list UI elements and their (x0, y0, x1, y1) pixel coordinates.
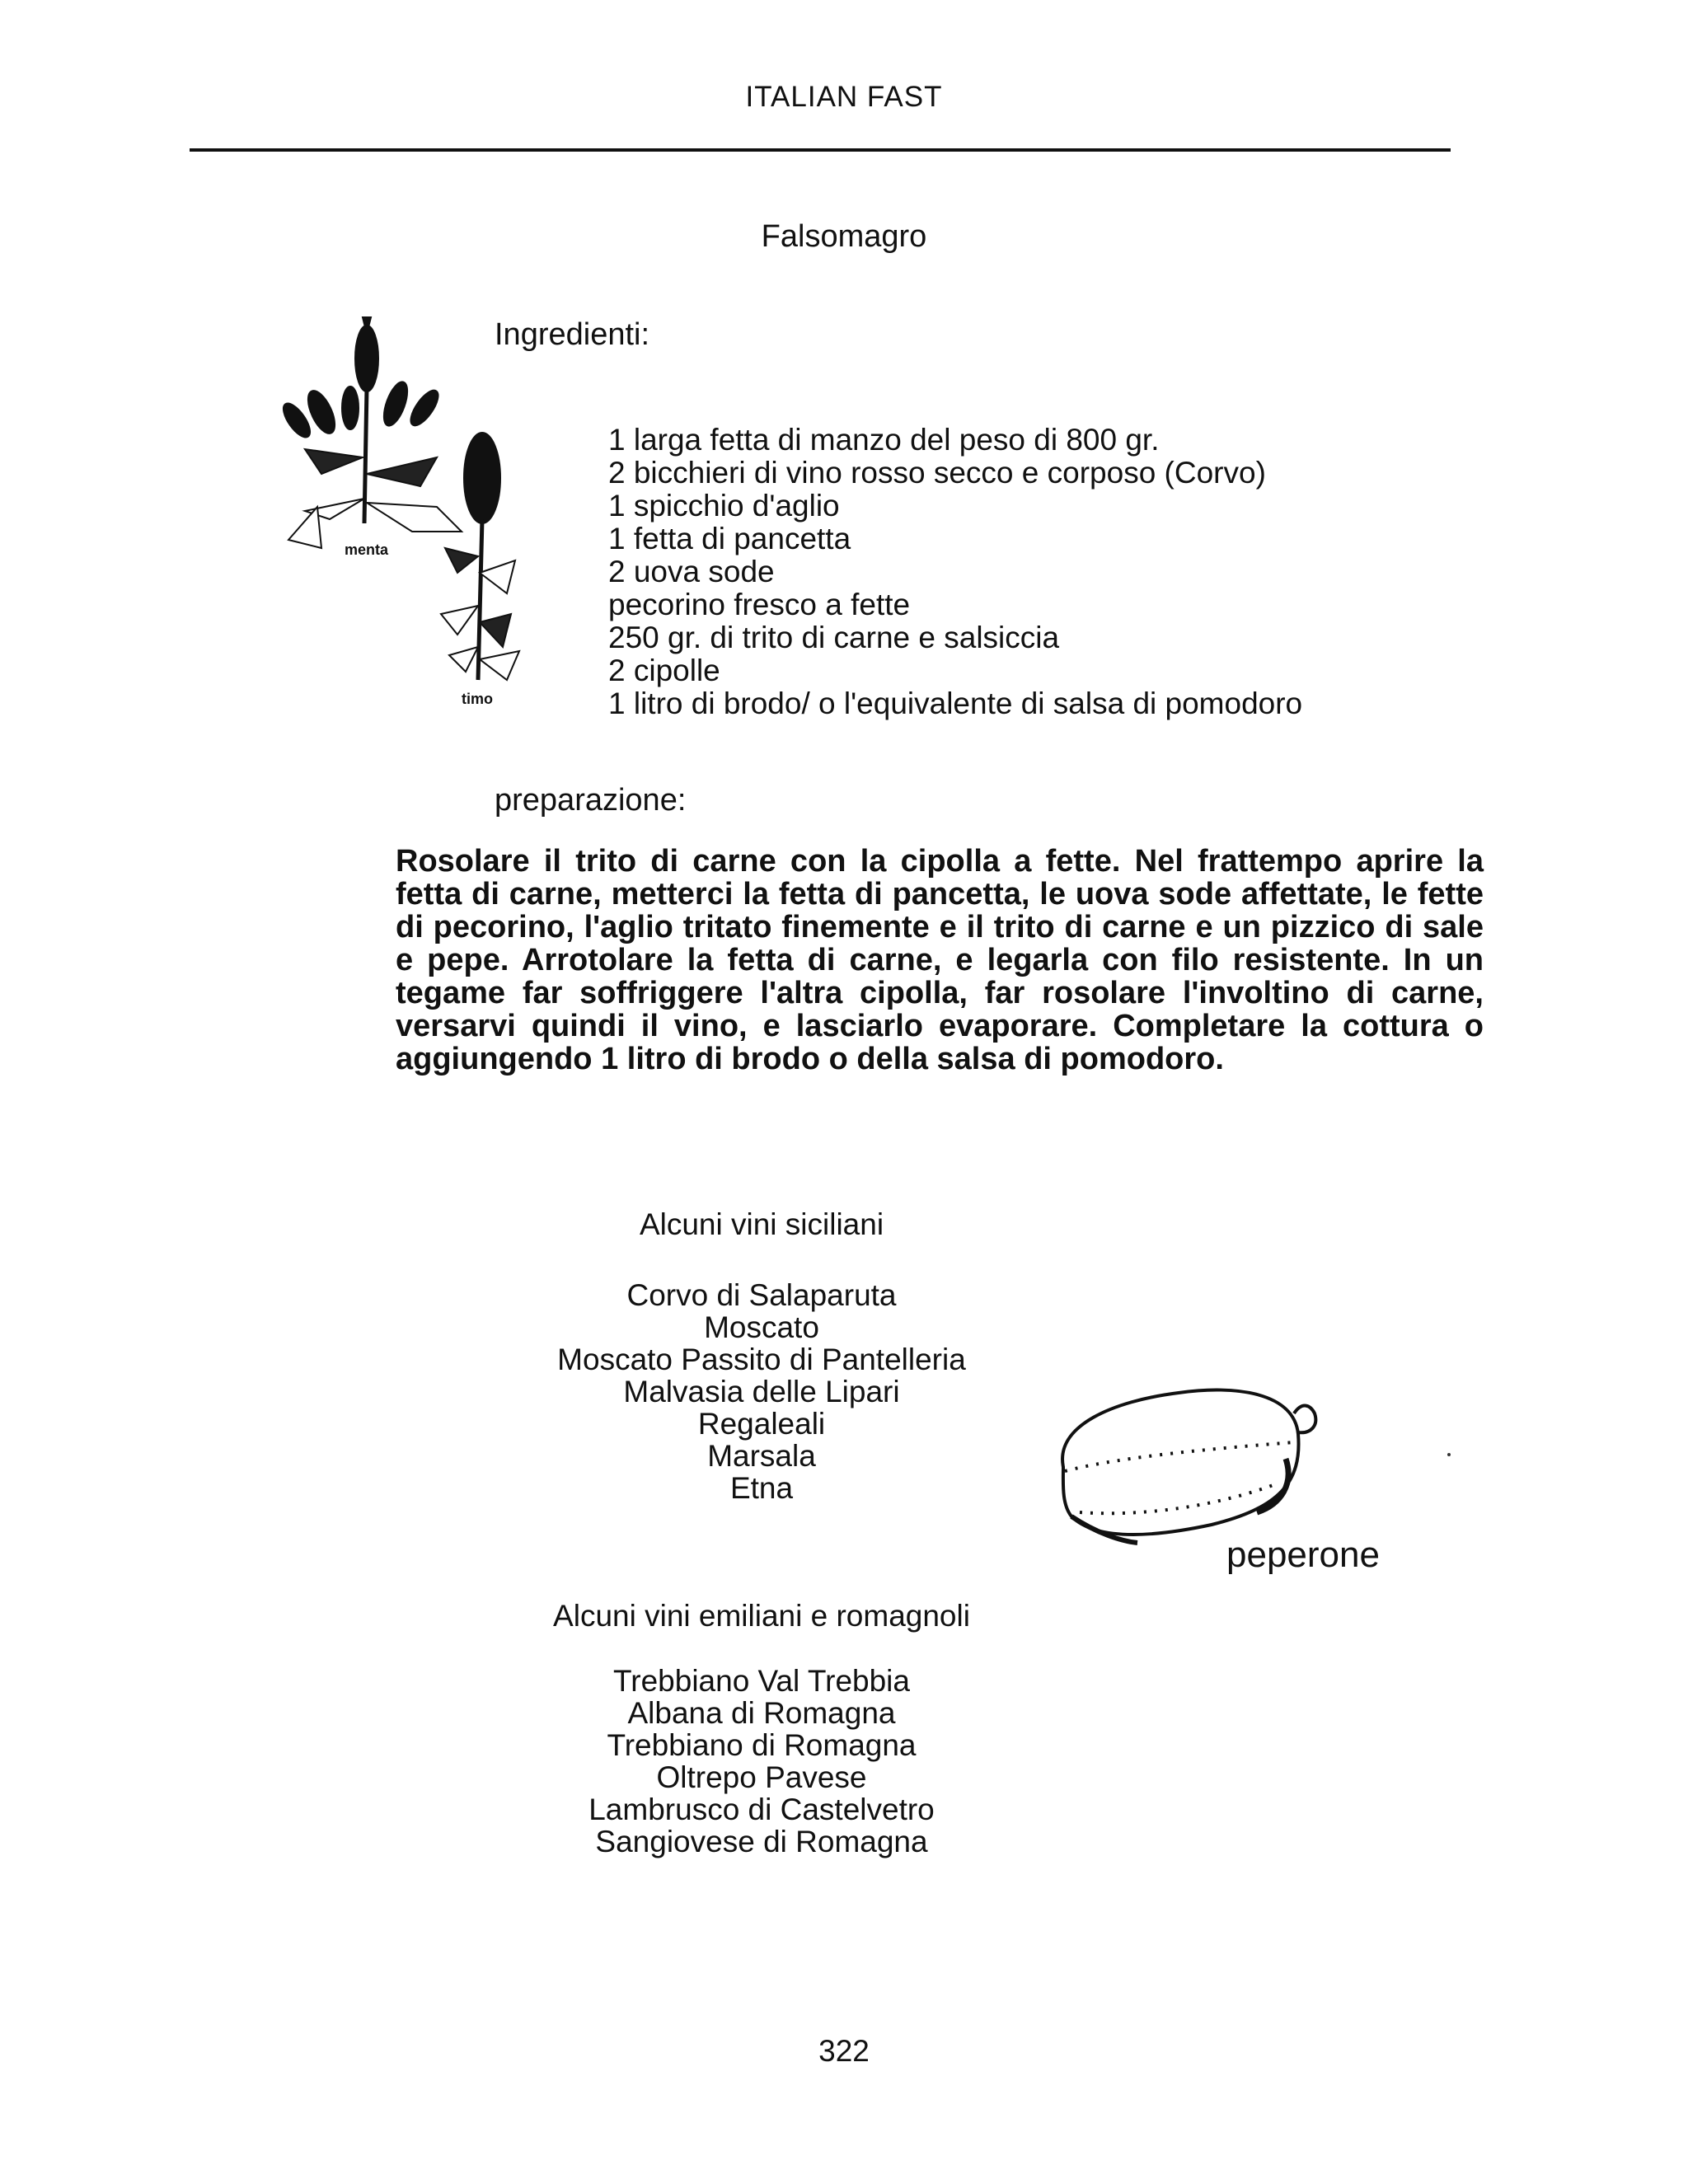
timo-flower-icon (464, 433, 500, 523)
wine-item: Albana di Romagna (627, 1696, 896, 1730)
ingredient-item: 1 litro di brodo/ o l'equivalente di salsa di pomodoro (608, 687, 1303, 720)
page-number: 322 (818, 2034, 870, 2068)
menta-label: menta (345, 541, 389, 558)
pepper-icon (1062, 1390, 1315, 1543)
menta-flower-icon (355, 326, 378, 391)
wine-item: Regaleali (697, 1407, 826, 1441)
timo-label: timo (462, 691, 493, 707)
ingredient-item: 1 fetta di pancetta (608, 522, 851, 555)
ingredients-heading: Ingredienti: (495, 317, 650, 352)
wine-item: Sangiovese di Romagna (595, 1825, 928, 1858)
sicilian-wines-list (0, 1279, 1606, 1504)
wine-item: Corvo di Salaparuta (626, 1278, 897, 1312)
ingredient-item: 2 bicchieri di vino rosso secco e corposo (Corvo) (608, 456, 1266, 490)
wine-item: Oltrepo Pavese (656, 1760, 867, 1794)
ingredient-item: 250 gr. di trito di carne e salsiccia (608, 621, 1060, 654)
recipe-title: Falsomagro (761, 219, 927, 254)
sicilian-wines-heading: Alcuni vini siciliani (639, 1207, 884, 1241)
header-rule (190, 148, 1451, 152)
preparation-text: Rosolare il trito di carne con la cipolla a fette. Nel frattempo aprire la fetta di carne, metterci la fetta di pancetta, le uova sode affettate, le fette di pecorino, l'aglio tritato finemente e il trito di carne e un pizzico di sale e pepe. Arrotolare la fetta di carne, e legarla con filo resistente. In un tegame far soffriggere l'altra cipolla, far rosolare l'involtino di carne, versarvi quindi il vino, e lasciarlo evaporare. Completare la cottura o aggiungendo 1 litro di brodo o della salsa di pomodoro. (396, 844, 1484, 1076)
preparation-heading: preparazione: (495, 783, 687, 818)
ingredients-list (608, 424, 1302, 720)
wine-item: Trebbiano Val Trebbia (613, 1664, 910, 1698)
wine-item: Malvasia delle Lipari (623, 1375, 900, 1408)
wine-item: Marsala (707, 1439, 816, 1473)
emilian-wines-heading: Alcuni vini emiliani e romagnoli (553, 1599, 970, 1633)
wine-item: Etna (729, 1471, 794, 1505)
wine-item: Moscato Passito di Pantelleria (557, 1343, 966, 1376)
ingredient-item: 2 uova sode (608, 555, 775, 588)
wine-item: Trebbiano di Romagna (607, 1728, 917, 1762)
running-header: ITALIAN FAST (745, 81, 943, 113)
ingredient-item: 2 cipolle (608, 654, 720, 687)
emilian-wines-list (0, 1665, 1606, 1858)
ingredient-item: pecorino fresco a fette (608, 588, 911, 621)
speck-mark (1447, 1453, 1451, 1456)
herb-illustration (272, 309, 536, 721)
pepper-label: peperone (1226, 1535, 1380, 1575)
wine-item: Lambrusco di Castelvetro (588, 1793, 935, 1826)
wine-item: Moscato (704, 1310, 819, 1344)
ingredient-item: 1 spicchio d'aglio (608, 489, 840, 523)
ingredient-item: 1 larga fetta di manzo del peso di 800 gr. (608, 423, 1160, 457)
